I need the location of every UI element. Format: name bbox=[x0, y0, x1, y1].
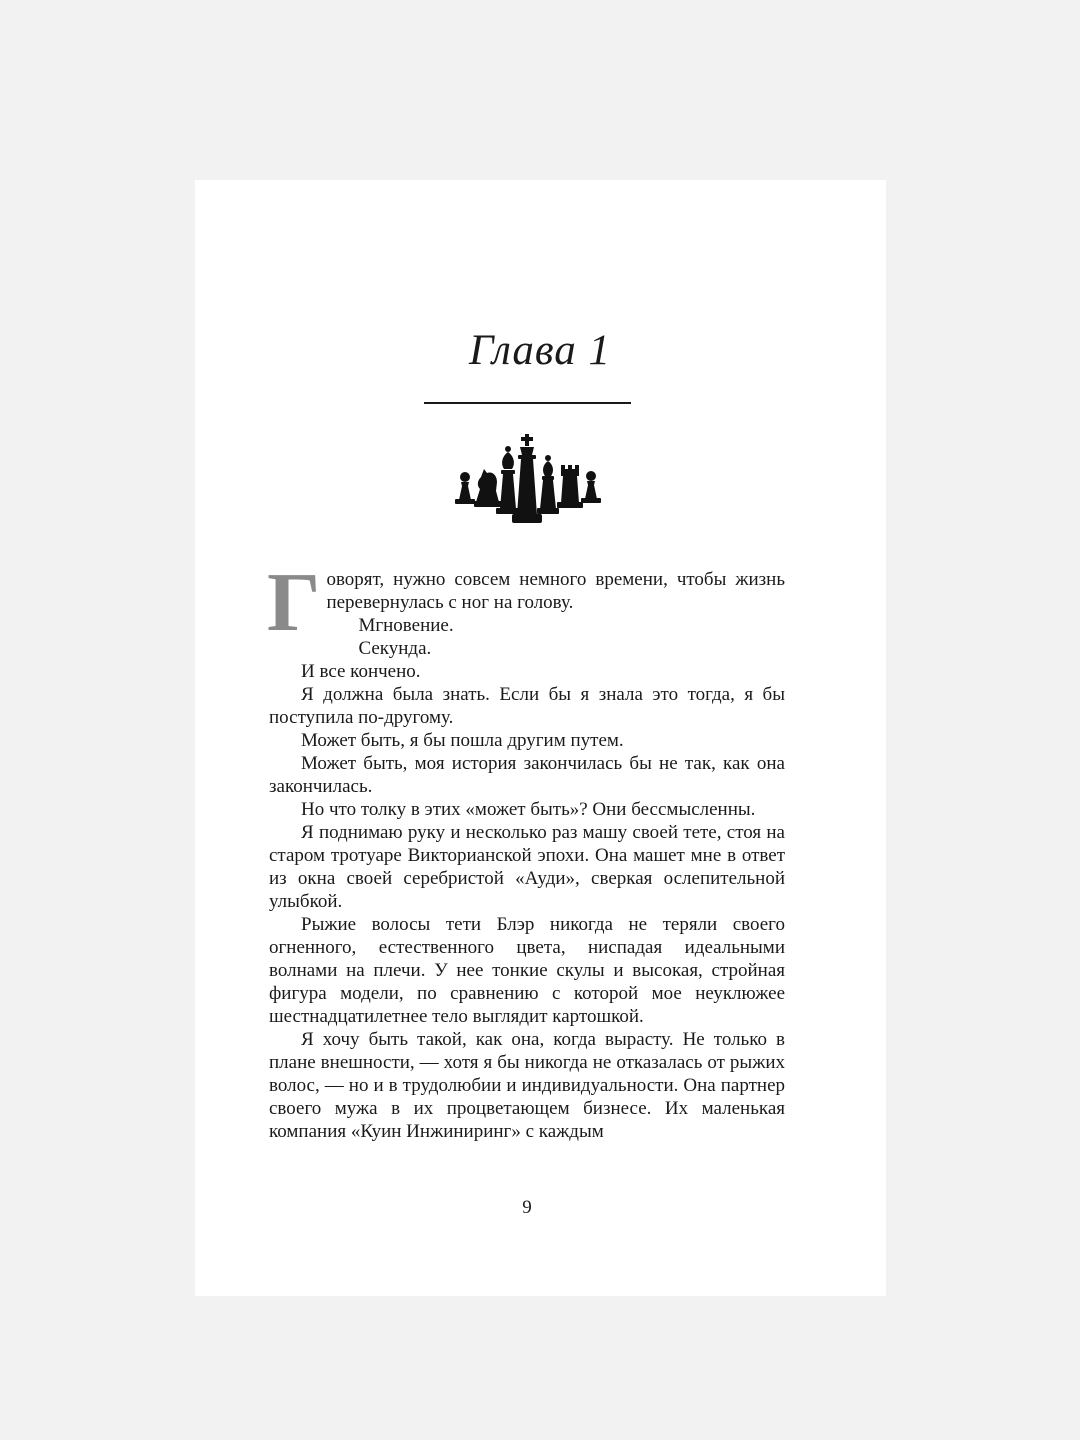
paragraph: Я поднимаю руку и несколько раз машу своей тете, стоя на старом тротуаре Викторианской эпохи. Она машет мне в ответ из окна своей серебристой «Ауди», сверкая ослепительной улыбкой. bbox=[269, 822, 785, 912]
paragraph: Может быть, моя история закончилась бы не так, как она закончилась. bbox=[269, 753, 785, 797]
paragraph: Рыжие волосы тети Блэр никогда не теряли своего огненного, естественного цвета, ниспадая идеальными волнами на плечи. У нее тонкие скулы и высокая, стройная фигура модели, по сравнению с которой мое неуклюжее шестнадцатилетнее тело выглядит картошкой. bbox=[269, 914, 785, 1027]
paragraph: Я должна была знать. Если бы я знала это тогда, я бы поступила по-другому. bbox=[269, 684, 785, 728]
chapter-text bbox=[267, 556, 785, 1143]
paragraph: И все кончено. bbox=[301, 661, 421, 682]
paragraph: Я хочу быть такой, как она, когда вырасту. Не только в плане внешности, — хотя я бы никогда не отказалась от рыжих волос, — но и в трудолюбии и индивидуальности. Она партнер своего мужа в их процветающем бизнесе. Их маленькая компания «Куин Инжиниринг» с каждым bbox=[269, 1029, 785, 1142]
paragraph: Секунда. bbox=[358, 638, 432, 659]
paragraph: Но что толку в этих «может быть»? Они бессмысленны. bbox=[301, 799, 756, 820]
drop-cap: Г bbox=[267, 556, 321, 649]
page-number: 9 bbox=[522, 1197, 532, 1218]
chapter-title: Глава 1 bbox=[468, 327, 612, 374]
chess-pieces-icon bbox=[450, 433, 602, 525]
paragraph: Может быть, я бы пошла другим путем. bbox=[301, 730, 624, 751]
first-paragraph-text: оворят, нужно совсем немного времени, чтобы жизнь перевернулась с ног на голову. bbox=[326, 569, 785, 613]
title-divider bbox=[424, 402, 631, 404]
paragraph: Мгновение. bbox=[358, 615, 454, 636]
